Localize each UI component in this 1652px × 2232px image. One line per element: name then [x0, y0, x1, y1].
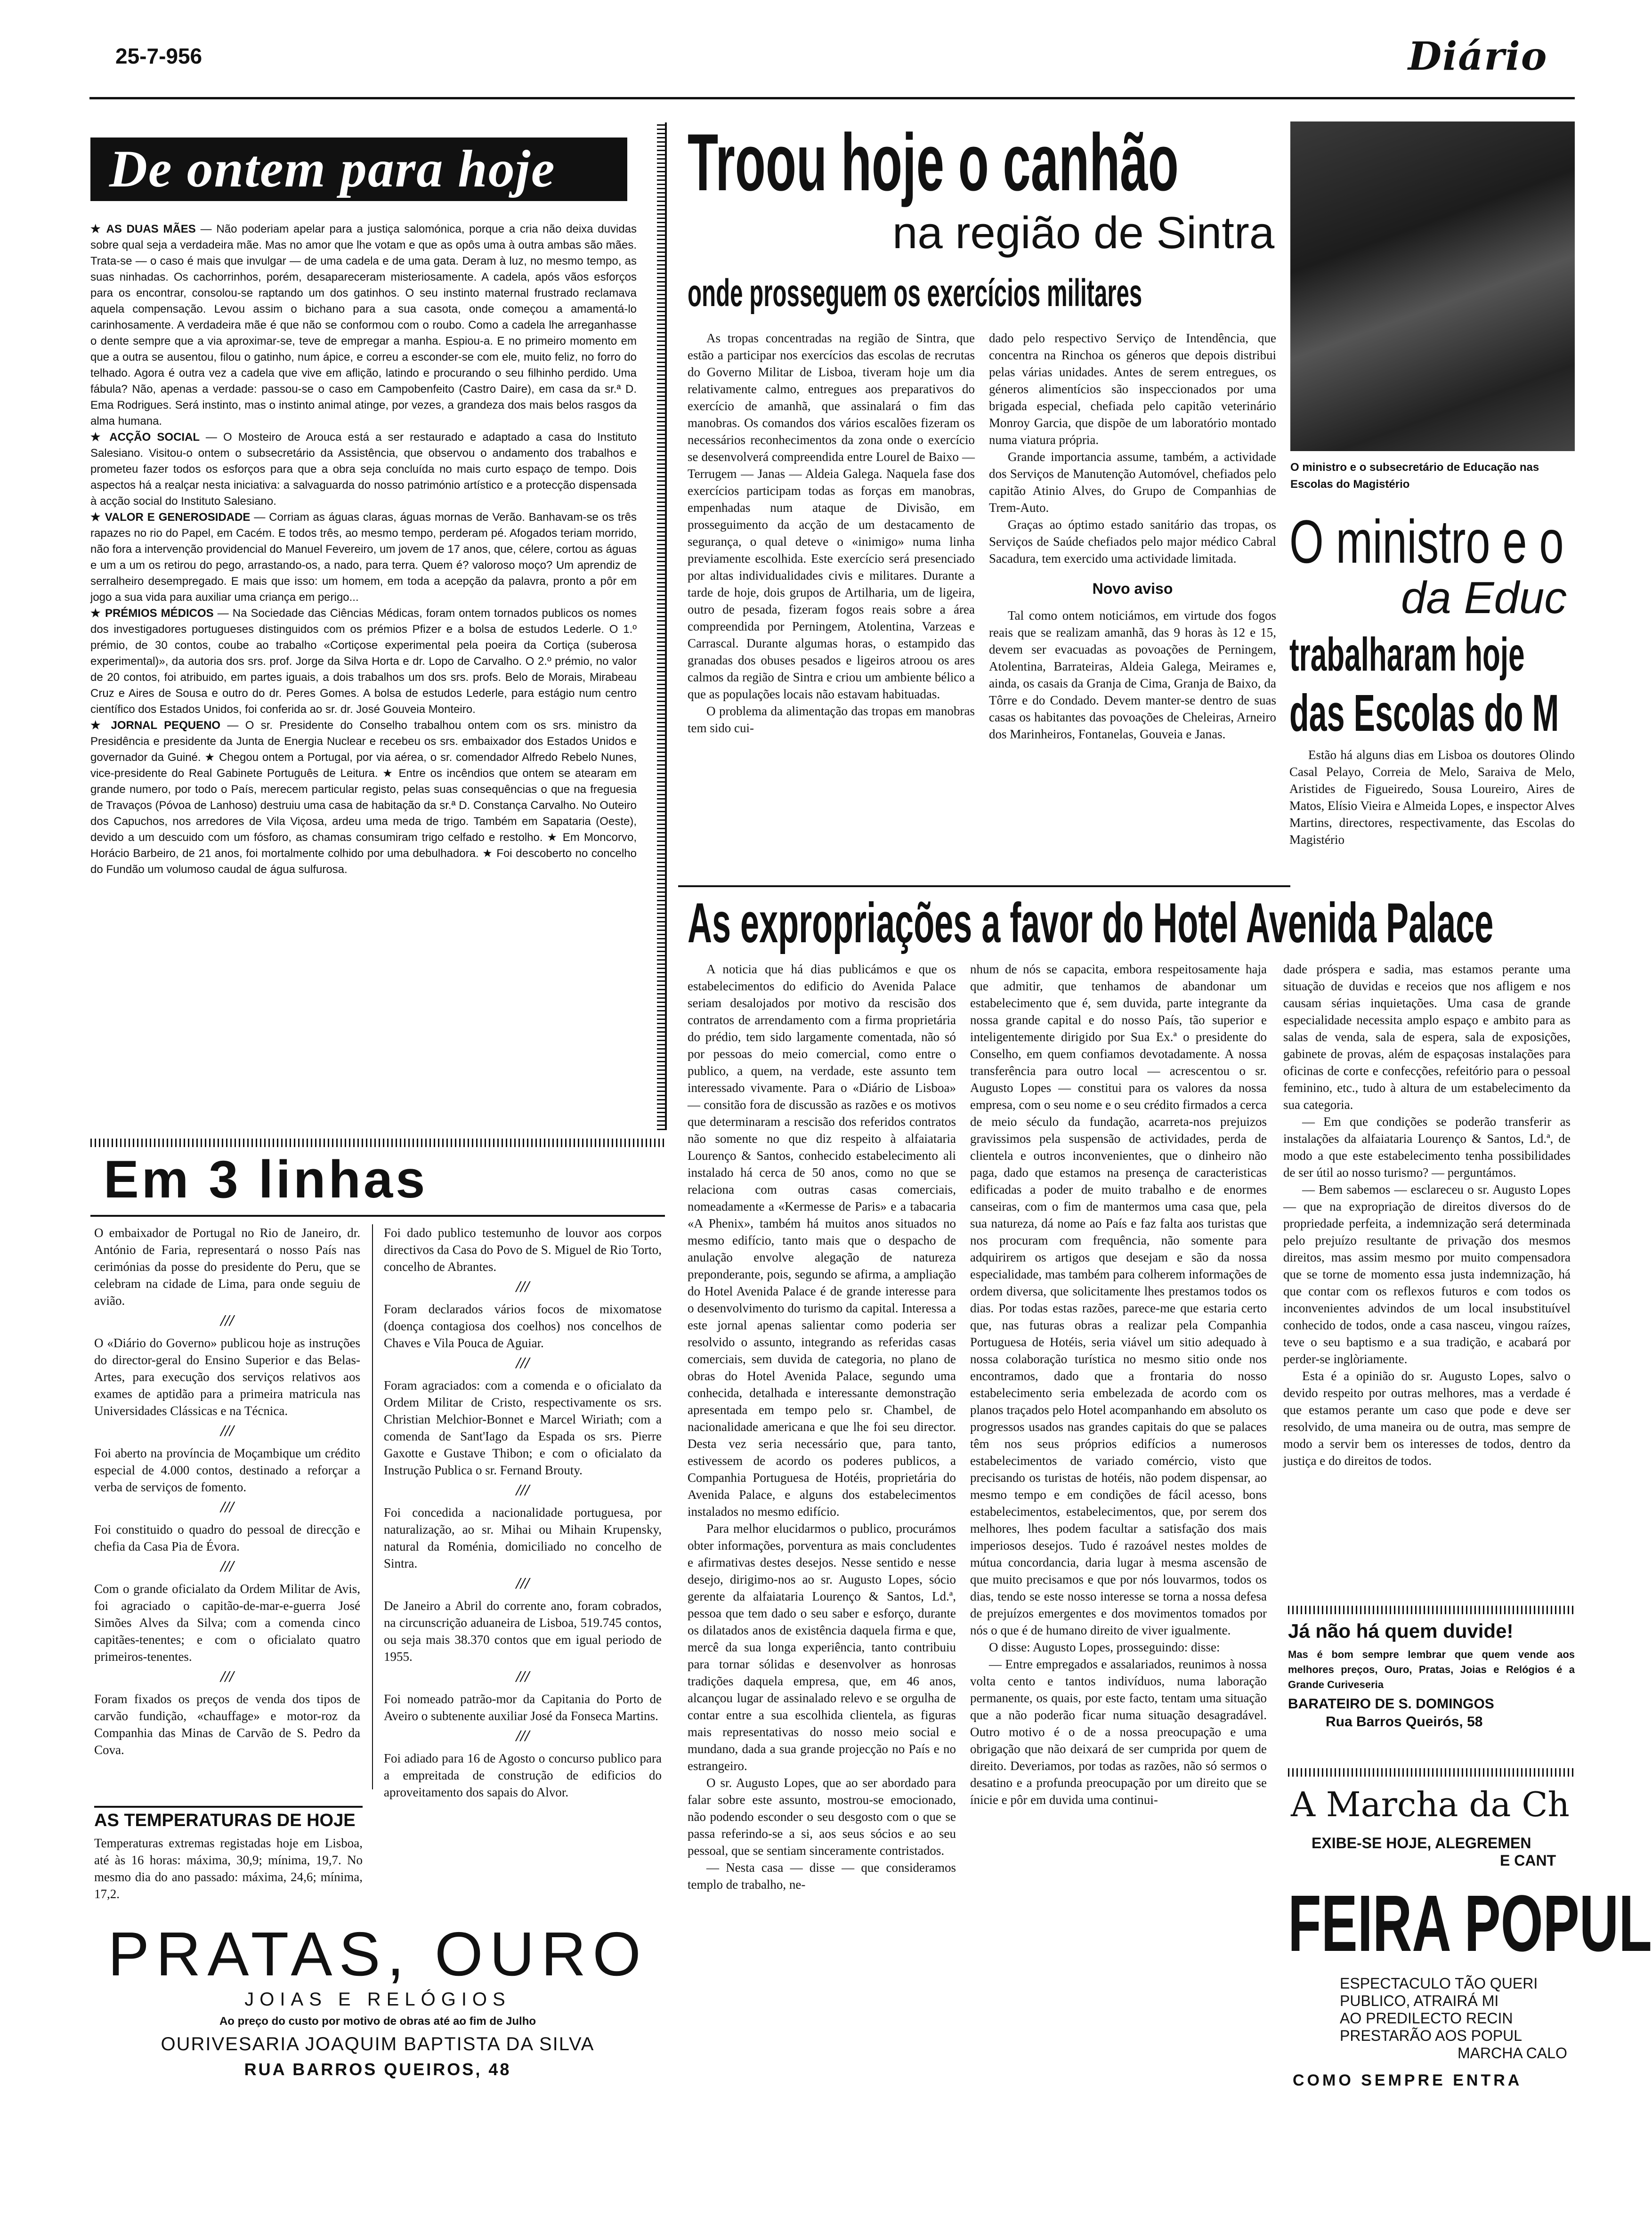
- hotel-paragraph: — Entre empregados e assalariados, reunimos à nossa volta cento e tantos indivíduos, numa laboração permanente, os quais, por este facto, tentam uma situação que a não poderão ficar numa situação desagradável. Outro motivo é o de a nossa preocupação e uma obrigação que não deixará de ser cumprida por quem de direito. Deveriamos, por todas as razões, não só sermos o desatino e a profunda preocupação por um direito que se ínicie e pôr em duvida uma continui-: [970, 1657, 1267, 1807]
- news-item-text: — O Mosteiro de Arouca está a ser restaurado e adaptado a casa do Instituto Salesiano. Visitou-o ontem o subsecretário da Assistência, que observou o andamento dos trabalhos e prometeu fazer todos os esforços para que a obra seja concluída no mais curto espaço de tempo. Dois aspectos há a realçar nesta iniciativa: a salvaguarda do nosso património artístico e a protecção dispensada à acção social do Instituto Salesiano.: [90, 431, 637, 508]
- em3-separator: ///: [220, 1498, 234, 1516]
- ad-duvide-address: Rua Barros Queirós, 58: [1326, 1714, 1483, 1730]
- ad-feira-big: FEIRA POPUL: [1288, 1879, 1652, 1968]
- hotel-col2: [970, 961, 1267, 1808]
- canhao-paragraph: O problema da alimentação das tropas em manobras tem sido cui-: [688, 704, 975, 735]
- news-item: ★ VALOR E GENEROSIDADE — Corriam as águas claras, águas mornas de Verão. Banhavam-se os três rapazes no rio do Papel, em Cacém. E todos três, ao mesmo tempo, perderam pé. Afogados teriam morrido, não fora a intervenção providencial do Manuel Fevereiro, um jovem de 17 anos, que, célere, cortou as águas e um a um os retirou do pego, arrastando-os, a nado, para terra. Quem é? valoroso moço? Um aprendiz de serralheiro desempregado. E mais que isso: um homem, em toda a acepção da palavra, pronto a pôr em jogo a sua vida para auxiliar uma criança em perigo...: [90, 511, 637, 604]
- em3-item: O embaixador de Portugal no Rio de Janeiro, dr. António de Faria, representará o nosso País nas cerimónias da posse do presidente do Peru, que se celebram na cidade de Lima, para onde seguiu de avião.: [94, 1226, 360, 1308]
- em3-separator: ///: [516, 1354, 530, 1372]
- canhao-headline-wrap: [688, 117, 1300, 208]
- em3-separator: ///: [220, 1422, 234, 1439]
- ad-duvide-text: Mas é bom sempre lembrar que quem vende aos melhores preços, Ouro, Pratas, Joias e Relógios é a Grande Curiveseria: [1288, 1649, 1575, 1690]
- hotel-top-rule: [678, 885, 1290, 887]
- header-rule: [89, 97, 1575, 99]
- news-item: ★ PRÉMIOS MÉDICOS — Na Sociedade das Ciências Médicas, foram ontem tornados publicos os nomes dos investigadores portugueses distinguidos com os prémios Pfizer e a bolsa de estudos Lederle. O 1.º prémio, de 30 contos, coube ao trabalho «Cortiçose experimental pela poeira da Cortiça (suberosa experimental)», da autoria dos srs. prof. Jorge da Silva Horta e dr. Lopo de Carvalho. O 2.º prémio, no valor de 20 contos, foi atribuido, em partes iguais, a dois trabalhos um dos srs. profs. Belo de Morais, Mirabeau Cruz e Aires de Sousa e outro do dr. Peres Gomes. A bolsa de estudos Lederle, para estágio num centro científico dos Estados Unidos, foi conferida ao sr. dr. José Gouveia Monteiro.: [90, 607, 637, 716]
- news-item-lead: VALOR E GENEROSIDADE: [105, 511, 251, 524]
- ad-feira-bottom: COMO SEMPRE ENTRA: [1293, 2071, 1522, 2089]
- em3-column-rule: [372, 1224, 373, 1789]
- hotel-paragraph: dade próspera e sadia, mas estamos perante uma situação de duvidas e receios que nos afligem e nos causam sérias inquietações. Uma casa de grande especialidade necessita amplo espaço e ambito para as salas de venda, sala de espera, sala de exposições, gabinete de provas, além de espaçosas instalações para oficinas de corte e confecções, refeitório para o pessoal feminino, etc., tudo à altura de um estabelecimento da sua categoria.: [1283, 962, 1571, 1112]
- news-item-text: — O sr. Presidente do Conselho trabalhou ontem com os srs. ministro da Presidência e presidente da Junta de Energia Nuclear e recebeu os srs. embaixador dos Estados Unidos e governador da Guiné. ★ Chegou ontem a Portugal, por via aérea, o sr. comendador Alfredo Rebelo Nunes, vice-presidente do Real Gabinete Português de Leitura. ★ Entre os incêndios que ontem se atearam em grande numero, por todo o País, merecem particular registo, pelas suas consequências o que na freguesia de Travaços (Póvoa de Lanhoso) destruiu uma casa de habitação da sr.ª D. Constança Carvalho. No Outeiro dos Capuchos, nos arredores de Vila Viçosa, ardeu uma meda de trigo. Também em Sapataria (Oeste), devido a um descuido com um fósforo, as chamas consumiram trigo celfado e restolho. ★ Em Moncorvo, Horácio Barbeiro, de 21 anos, foi mortalmente colhido por uma debulhadora. ★ Foi descoberto no concelho do Fundão um volumoso caudal de água sulfurosa.: [90, 719, 637, 876]
- em3-item: Foram fixados os preços de venda dos tipos de carvão fundição, «chauffage» e motor-roz da Companhia das Minas de Carvão de S. Pedro da Cova.: [94, 1692, 360, 1757]
- ad-feira-line1: EXIBE-SE HOJE, ALEGREMEN: [1312, 1835, 1531, 1852]
- hotel-col1: [688, 961, 956, 1893]
- ad-feira-title: A Marcha da Ch: [1291, 1785, 1570, 1824]
- news-item: ★ ACÇÃO SOCIAL — O Mosteiro de Arouca está a ser restaurado e adaptado a casa do Instituto Salesiano. Visitou-o ontem o subsecretário da Assistência, que observou o andamento dos trabalhos e prometeu fazer todos os esforços para que a obra seja concluída no mais curto espaço de tempo. Dois aspectos há a realçar nesta iniciativa: a salvaguarda do nosso património artístico e a protecção dispensada à acção social do Instituto Salesiano.: [90, 431, 637, 508]
- em3-separator: ///: [220, 1312, 234, 1329]
- ad-pratas-address: RUA BARROS QUEIROS, 48: [244, 2060, 511, 2079]
- news-item-lead: PRÉMIOS MÉDICOS: [105, 607, 214, 620]
- hotel-paragraph: — Bem sabemos — esclareceu o sr. Augusto Lopes — que na expropriação de direitos diversos do de propriedade perfeita, a indemnização será determinada pelo prejuízo resultante de privação dos mesmos direitos, mas assim mesmo por muito compensadora que se torne de momento essa justa indemnização, há que contar com os reflexos futuros e com todos os inconvenientes advindos de um local insubstituível conhecido de todos, onde a casa nasceu, vingou raízes, teve o seu baptismo e a sua tradição, e acabará por perder-se inglòriamente.: [1283, 1182, 1571, 1366]
- canhao-paragraph: Grande importancia assume, também, a actividade dos Serviços de Manutenção Automóvel, chefiados pelo capitão Atinio Alves, do Grupo de Companhias de Trem-Auto.: [989, 450, 1276, 515]
- canhao-col1: [688, 330, 975, 736]
- ministro-headline-4: das Escolas do M: [1289, 684, 1559, 742]
- news-item-text: — Na Sociedade das Ciências Médicas, foram ontem tornados publicos os nomes dos investigadores portugueses distinguidos com os prémios Pfizer e a bolsa de estudos Lederle. O 1.º prémio, de 30 contos, coube ao trabalho «Cortiçose experimental pela poeira da Cortiça (suberosa experimental)», da autoria dos srs. prof. Jorge da Silva Horta e dr. Lopo de Carvalho. O 2.º prémio, no valor de 20 contos, foi atribuido, em partes iguais, a dois trabalhos um dos srs. profs. Belo de Morais, Mirabeau Cruz e Aires de Sousa e outro do dr. Peres Gomes. A bolsa de estudos Lederle, para estágio num centro científico dos Estados Unidos, foi conferida ao sr. dr. José Gouveia Monteiro.: [90, 607, 637, 716]
- em3-item: Foi aberto na província de Moçambique um crédito especial de 4.000 contos, destinado a reforçar a verba de serviços de fomento.: [94, 1446, 360, 1494]
- news-item: ★ AS DUAS MÃES — Não poderiam apelar para a justiça salomónica, porque a cria não deixa duvidas sobre qual seja a verdadeira mãe. Mas no amor que lhe votam e que as opôs uma à outra ambas são mães. Trata-se — o caso é mais que invulgar — de uma cadela e de uma gata. Deram à luz, no mesmo tempo, as suas ninhadas. Os cachorrinhos, porém, desapareceram misteriosamente. A cadela, após vãos esforços para os encontrar, consolou-se raptando um dos gatinhos. O seu instinto maternal frustrado reclamava aquela compensação. Levou assim o bichano para a sua casota, onde começou a amamentá-lo carinhosamente. A verdadeira mãe é que não se conformou com o roubo. Como a cadela lhe arreganhasse o dente sempre que a via aproximar-se, teve de empregar a manha. Espiou-a. E no primeiro momento em que a outra se ausentou, filou o gatinho, num ápice, e correu a esconder-se com ele, muito feliz, no forro do telhado. Agora é outra vez a cadela que vive em aflição, latindo e procurando o seu filhinho perdido. Uma fábula? Não, apenas a verdade: passou-se o caso em Campobenfeito (Castro Daire), em casa da sr.ª D. Ema Rodrigues. Será instinto, mas o instinto animal atinge, por vezes, a grandeza dos mais belos rasgos da alma humana.: [90, 223, 637, 428]
- canhao-deck: onde prosseguem os exercícios militares: [688, 272, 1142, 315]
- news-item-text: — Não poderiam apelar para a justiça salomónica, porque a cria não deixa duvidas sobre qual seja a verdadeira mãe. Mas no amor que lhe votam e que as opôs uma à outra ambas são mães. Trata-se — o caso é mais que invulgar — de uma cadela e de uma gata. Deram à luz, no mesmo tempo, as suas ninhadas. Os cachorrinhos, porém, desapareceram misteriosamente. A cadela, após vãos esforços para os encontrar, consolou-se raptando um dos gatinhos. O seu instinto maternal frustrado reclamava aquela compensação. Levou assim o bichano para a sua casota, onde começou a amamentá-lo carinhosamente. A verdadeira mãe é que não se conformou com o roubo. Como a cadela lhe arreganhasse o dente sempre que a via aproximar-se, teve de empregar a manha. Espiou-a. E no primeiro momento em que a outra se ausentou, filou o gatinho, num ápice, e correu a esconder-se com ele, muito feliz, no forro do telhado. Agora é outra vez a cadela que vive em aflição, latindo e procurando o seu filhinho perdido. Uma fábula? Não, apenas a verdade: passou-se o caso em Campobenfeito (Castro Daire), em casa da sr.ª D. Ema Rodrigues. Será instinto, mas o instinto animal atinge, por vezes, a grandeza dos mais belos rasgos da alma humana.: [90, 223, 637, 428]
- em3-item: Foram declarados vários focos de mixomatose (doença contagiosa dos coelhos) nos concelhos de Chaves e Vila Pouca de Aguiar.: [384, 1302, 662, 1350]
- canhao-subtitle: na região de Sintra: [892, 208, 1275, 258]
- ad-pratas-shop: OURIVESARIA JOAQUIM BAPTISTA DA SILVA: [161, 2034, 595, 2054]
- em3-item: Foi adiado para 16 de Agosto o concurso publico para a empreitada de construção de edificios do aproveitamento dos sapais do Alvor.: [384, 1751, 662, 1799]
- em3-item: Foi constituido o quadro do pessoal de direcção e chefia da Casa Pia de Évora.: [94, 1522, 360, 1553]
- em3-item: Foram agraciados: com a comenda e o oficialato da Ordem Militar de Cristo, respectivamente os srs. Christian Melchior-Bonnet e Marcel Wiriath; com a comenda de Sant'Iago da Espada os srs. Pierre Gaxotte e Gustave Thibon; e com o oficialato da Instrução Publica o sr. Fernand Brouty.: [384, 1378, 662, 1477]
- hotel-paragraph: O disse: Augusto Lopes, prosseguindo: disse:: [989, 1640, 1220, 1654]
- ministro-headline-3-wrap: [1289, 629, 1575, 680]
- ministro-headline-1-wrap: [1289, 507, 1575, 576]
- ad-feira-text2: PUBLICO, ATRAIRÁ MI: [1340, 1992, 1499, 2009]
- hotel-paragraph: O sr. Augusto Lopes, que ao ser abordado para falar sobre este assunto, mostrou-se emocionado, não podendo esconder o seu desgosto com o que se passa referindo-se a si, aos seus sócios e ao seu pessoal, que se sentiam sinceramente contristados.: [688, 1776, 956, 1858]
- ad-feira-text1: ESPECTACULO TÃO QUERI: [1340, 1975, 1538, 1992]
- news-item: ★ JORNAL PEQUENO — O sr. Presidente do Conselho trabalhou ontem com os srs. ministro da Presidência e presidente da Junta de Energia Nuclear e recebeu os srs. embaixador dos Estados Unidos e governador da Guiné. ★ Chegou ontem a Portugal, por via aérea, o sr. comendador Alfredo Rebelo Nunes, vice-presidente do Real Gabinete Português de Leitura. ★ Entre os incêndios que ontem se atearam em grande numero, por todo o País, merecem particular registo, pelas suas consequências o que na freguesia de Travaços (Póvoa de Lanhoso) destruiu uma casa de habitação da sr.ª D. Constança Carvalho. No Outeiro dos Capuchos, nos arredores de Vila Viçosa, ardeu uma meda de trigo. Também em Sapataria (Oeste), devido a um descuido com um fósforo, as chamas consumiram trigo celfado e restolho. ★ Em Moncorvo, Horácio Barbeiro, de 21 anos, foi mortalmente colhido por uma debulhadora. ★ Foi descoberto no concelho do Fundão um volumoso caudal de água sulfurosa.: [90, 719, 637, 876]
- em3-item: De Janeiro a Abril do corrente ano, foram cobrados, na circunscrição aduaneira de Lisboa, 519.745 contos, ou seja mais 38.370 contos que em igual periodo de 1955.: [384, 1599, 662, 1664]
- novo-aviso-text: Tal como ontem noticiámos, em virtude dos fogos reais que se realizam amanhã, das 9 horas às 12 e 15, devem ser evacuadas as povoações de Perningem, Atolentina, Barrateiras, Aldeia Galega, Meirames e, ainda, os casais da Granja de Cima, Granja de Baixo, da Tôrre e do Condado. Devem manter-se dentro de suas casas os habitantes das povoações de Cheleiras, Arneiro dos Marinheiros, Fontanelas, Gouveia e Janas.: [989, 608, 1276, 741]
- ministro-headline-3: trabalharam hoje: [1289, 628, 1525, 681]
- feira-dotted-top: [1288, 1768, 1575, 1777]
- news-item-lead: AS DUAS MÃES: [106, 223, 196, 235]
- em3-title: Em 3 linhas: [104, 1150, 428, 1209]
- ministro-headline-2: da Educ: [1401, 573, 1567, 623]
- left-news-items: [90, 221, 637, 878]
- hotel-paragraph: Esta é a opinião do sr. Augusto Lopes, salvo o devido respeito por outras melhores, mas a verdade é que estamos perante um caso que pode e deve ser resolvido, de uma maneira ou de outra, mas sempre de modo a servir bem os interesses de todos, dentro da justiça e do direitos de todos.: [1283, 1369, 1571, 1468]
- ad-feira-line2: E CANT: [1500, 1852, 1556, 1869]
- ad-pratas-promo: Ao preço do custo por motivo de obras até ao fim de Julho: [219, 2015, 536, 2028]
- temperatures-title: AS TEMPERATURAS DE HOJE: [94, 1811, 356, 1830]
- masthead: Diário: [1408, 34, 1548, 79]
- em3-separator: ///: [516, 1668, 530, 1685]
- canhao-paragraph: dado pelo respectivo Serviço de Intendência, que concentra na Rinchoa os géneros que depois distribui pelas várias unidades. Antes de serem entregues, os géneros alimentícios são inspeccionados por uma brigada especial, chefiada pelo capitão veterinário Monroy Garcia, que dispõe de um laboratório montado numa viatura própria.: [989, 331, 1276, 447]
- ad-duvide: [1288, 1620, 1575, 1730]
- ad-pratas-sub: JOIAS E RELÓGIOS: [244, 1989, 511, 2010]
- hotel-paragraph: nhum de nós se capacita, embora respeitosamente haja que admitir, que tenhamos de abandonar um estabelecimento que é, sem duvida, parte integrante da nossa grande capital e do nosso País, tão superior e inteligentemente dirigido por Sua Ex.ª o presidente do Conselho, em quem confiamos devotadamente. A nossa transferência para outro local — acrescentou o sr. Augusto Lopes — constitui para os valores da nossa empresa, com o seu nome e o seu crédito firmados a cerca de meio século da fundação, acarreta-nos prejuizos gravissimos pela suspensão de actividades, perda de clientela e outros inconvenientes, que o dinheiro não paga, dado que estamos na presença de caracteristicas edificadas a poder de muito trabalho e de enormes canseiras, com o fim de mantermos uma casa que, pela sua natureza, dá nome ao País e faz falta aos turistas que nos procuram com frequência, não somente para adquirirem os artigos que desejam e são da nossa especialidade, mas também para colherem informações de ordem diversa, que solicitamente lhes prestamos todos os dias. Por todas estas razões, parece-me que estaria certo que, nas futuras obras a realizar pela Companhia Portuguesa de Hotéis, seria viável um sitio adequado à nossa colaboração turística no mesmo sitio onde nos encontramos, dado que a frontaria do nosso estabelecimento seria embelezada de acordo com os planos traçados pelo Hotel acompanhando em absoluto os progressos usados nas grandes capitais do que se palaces têm nos seus próprios edifícios a numerosos estabelecimentos de variado comércio, visto que precisando os turistas de hotéis, não podem dispensar, ao mesmo tempo e em condições de fácil acesso, bons estabelecimentos, estabelecimentos, que, por serem dos melhores, lhes podem facultar a satisfação dos mais imperiosos desejos. Tudo é razoável nestes moldes de mútua concordancia, daria lugar à mesma ascensão de que muito precisamos e que por nós louvarmos, todos os dias, tendo se este nosso interesse se torna a nossa defesa de prejuízos emergentes e dos movimentos tomados por nós o que é de humano direito de viver igualmente.: [970, 962, 1267, 1637]
- hotel-paragraph: — Nesta casa — disse — que consideramos templo de trabalho, ne-: [688, 1860, 956, 1892]
- em3-separator: ///: [516, 1727, 530, 1745]
- ad-duvide-shop: BARATEIRO DE S. DOMINGOS: [1288, 1696, 1494, 1712]
- news-item-text: — Corriam as águas claras, águas mornas de Verão. Banhavam-se os três rapazes no rio do Papel, em Cacém. E todos três, ao mesmo tempo, perderam pé. Afogados teriam morrido, não fora a intervenção providencial do Manuel Fevereiro, um jovem de 17 anos, que, célere, cortou as águas e um a um os retirou do pego, arrastando-os, a nado, para terra. Quem é? valoroso moço? Um aprendiz de serralheiro desempregado. E mais que isso: um homem, em toda a acepção da palavra, pronto a pôr em jogo a sua vida para auxiliar uma criança em perigo...: [90, 511, 637, 604]
- duvide-dotted-top: [1288, 1606, 1575, 1614]
- hotel-col3: [1283, 961, 1571, 1469]
- left-dotted-divider: [657, 122, 665, 1130]
- em3-item: O «Diário do Governo» publicou hoje as instruções do director-geral do Ensino Superior e das Belas-Artes, para execução dos serviços relativos aos exames de aptidão para a primeira matricula nas Universidades Clássicas e na Técnica.: [94, 1336, 360, 1418]
- em3-col2: [384, 1224, 662, 1801]
- em3-item: Foi nomeado patrão-mor da Capitania do Porto de Aveiro o subtenente auxiliar José da Fonseca Martins.: [384, 1692, 662, 1723]
- news-item-lead: ACÇÃO SOCIAL: [109, 431, 200, 444]
- news-item-lead: JORNAL PEQUENO: [111, 719, 221, 732]
- ad-duvide-title: Já não há quem duvide!: [1288, 1620, 1514, 1642]
- novo-aviso-title: Novo aviso: [1092, 580, 1173, 597]
- banner-title: De ontem para hoje: [109, 140, 556, 198]
- canhao-col2: [989, 330, 1276, 743]
- temperatures-rule: [94, 1806, 363, 1808]
- ad-feira: [1288, 1785, 1652, 2232]
- ad-feira-text5: MARCHA CALO: [1458, 2045, 1567, 2062]
- ad-feira-text3: AO PREDILECTO RECIN: [1340, 2010, 1513, 2027]
- minister-photo: [1290, 121, 1575, 451]
- ministro-text-wrap: [1289, 746, 1575, 878]
- hotel-paragraph: Para melhor elucidarmos o publico, procurámos obter informações, porventura as mais concludentes e afirmativas destes desejos. Nesse sentido e nesse desejo, dirigimo-nos ao sr. Augusto Lopes, sócio gerente da alfaiataria Lourenço & Santos, Ld.ª, pessoa que tem dado o seu saber e esforço, durante os dilatados anos de existência daquela firma e que, mercê da sua longa experiência, tanto contribuiu para tornar sólidas e desenvolver as honrosas tradições daquela empresa, que, em 46 anos, alcançou lugar de assinalado relevo e se orgulha de contar entre a sua escolhida clientela, as figuras mais representativas do nosso meio social e mundano, dada a sua grande projecção no País e no estrangeiro.: [688, 1521, 956, 1773]
- em3-item: Foi concedida a nacionalidade portuguesa, por naturalização, ao sr. Mihai ou Mihain Krupensky, natural da Roménia, domiciliado no concelho de Sintra.: [384, 1505, 662, 1570]
- hotel-paragraph: — Em que condições se poderão transferir as instalações da alfaiataria Lourenço & Santos, Ld.ª, de modo a que este estabelecimento tenha possibilidades de ser útil ao nosso turismo? — perguntámos.: [1283, 1115, 1571, 1180]
- ad-pratas: [90, 1919, 665, 2079]
- canhao-deck-wrap: [688, 271, 1253, 318]
- ministro-headline-1: O ministro e o: [1289, 507, 1564, 576]
- canhao-paragraph: Graças ao óptimo estado sanitário das tropas, os Serviços de Saúde chefiados pelo major médico Cabral Sacadura, tem exercido uma actividade limitada.: [989, 518, 1276, 566]
- em3-rule: [90, 1215, 665, 1217]
- hotel-paragraph: A noticia que há dias publicámos e que os estabelecimentos do edificio do Avenida Palace seriam desalojados por motivo da rescisão dos contratos de arrendamento com a firma proprietária do prédio, tem sido largamente comentada, não só por pessoas do meio comercial, como entre o publico, a quem, na verdade, este assunto tem interessado vivamente. Para o «Diário de Lisboa» — consitão fora de discussão as razões e os motivos que determinaram a rescisão dos referidos contratos não somente no que diz respeito à alfaiataria Lourenço & Santos, conhecido estabelecimento ali instalado há cerca de 50 anos, como no que se relaciona com outras casas comerciais, nomeadamente a «Kermesse de Paris» e a tabacaria «A Phenix», também há muitos anos situados no mesmo edifício, tanto mais que o despacho de anulação envolve alegação de natureza preponderante, pois, segundo se afirma, a ampliação do Hotel Avenida Palace é de grande interesse para o desenvolvimento do turismo da capital. Interessa a este jornal apenas salientar como poderia ser resolvido o assunto, integrando as referidas casas comerciais, sem duvida de categoria, no plano de obras do Hotel Avenida Palace, segundo uma conhecida, detalhada e interessante demonstração apresentada em tempo pelo sr. Chambel, de nacionalidade americana e que lhe foi seu director. Desta vez seria necessário que, para tanto, estivessem de acordo os poderes publicos, a Companhia Portuguesa de Hotéis, proprietária do Avenida Palace, e alguns dos estabelecimentos instalados no mesmo edifício.: [688, 962, 956, 1519]
- em3-col1: [94, 1224, 360, 1758]
- canhao-headline: Troou hoje o canhão: [688, 117, 1179, 208]
- canhao-paragraph: As tropas concentradas na região de Sintra, que estão a participar nos exercícios das escolas de recrutas do Governo Militar de Lisboa, tiveram hoje um dia relativamente calmo, entregues aos preparativos do exercício de amanhã, que assinalará o fim das manobras. Os comandos dos vários escalões fizeram os necessários reconhecimentos da zona onde o exercício se desenvolverá compreendida entre Lourel de Baixo — Terrugem — Janas — Aldeia Galega. Naquela fase dos exercícios participam todas as forças em manobras, empenhadas num ataque de Divisão, em prosseguimento da acção de um destacamento de segurança, o qual deteve o «inimigo» numa linha previamente escolhida. Este exercício será presenciado por altas individualidades civis e militares. Durante a tarde de hoje, dois grupos de Artilharia, um de ligeira, outro de pesada, fizeram fogos reais sobre a área compreendida por Perningem, Atolentina, Varzeas e Carrascal. Durante algumas horas, o estampido das granadas dos obuses pesados e ligeiros atroou os ares calmos da região de Sintra e criou um ambiente bélico a que as populações locais não estavam habituadas.: [688, 331, 975, 701]
- left-vertical-rule: [665, 122, 667, 1130]
- ministro-headline-4-wrap: [1289, 685, 1575, 742]
- em3-separator: ///: [516, 1575, 530, 1592]
- temperatures-text: Temperaturas extremas registadas hoje em Lisboa, até às 16 horas: máxima, 30,9; mínima, 19,7. No mesmo dia do ano passado: máxima, 24,6; mínima, 17,2.: [94, 1836, 363, 1901]
- page-date: 25-7-956: [115, 44, 202, 68]
- minister-photo-caption: O ministro e o subsecretário de Educação nas Escolas do Magistério: [1290, 461, 1539, 491]
- em3-separator: ///: [516, 1278, 530, 1295]
- hotel-headline-wrap: [688, 892, 1535, 954]
- em3-separator: ///: [516, 1481, 530, 1499]
- ministro-text: Estão há alguns dias em Lisboa os doutores Olindo Casal Pelayo, Correia de Melo, Saraiva de Melo, Aristides de Figueiredo, Sousa Loureiro, Aires de Matos, Elísio Vieira e Almeida Lopes, e inspector Alves Martins, directores, respectivamente, das Escolas do Magistério: [1289, 748, 1575, 847]
- ad-feira-text4: PRESTARÃO AOS POPUL: [1340, 2027, 1522, 2044]
- em3-separator: ///: [220, 1668, 234, 1685]
- em3-separator: ///: [220, 1558, 234, 1575]
- temperatures-box: [94, 1806, 363, 1902]
- em3-item: Com o grande oficialato da Ordem Militar de Avis, foi agraciado o capitão-de-mar-e-guerra José Simões Alves da Silva; com a comenda cinco capitães-tenentes; e com o oficialato quatro primeiros-tenentes.: [94, 1582, 360, 1664]
- hotel-headline: As expropriações a favor do Hotel Avenida Palace: [688, 891, 1494, 954]
- em3-dotted-top: [90, 1139, 665, 1147]
- em3-item: Foi dado publico testemunho de louvor aos corpos directivos da Casa do Povo de S. Miguel de Rio Torto, concelho de Abrantes.: [384, 1226, 662, 1274]
- ad-pratas-title: PRATAS, OURO: [108, 1919, 648, 1989]
